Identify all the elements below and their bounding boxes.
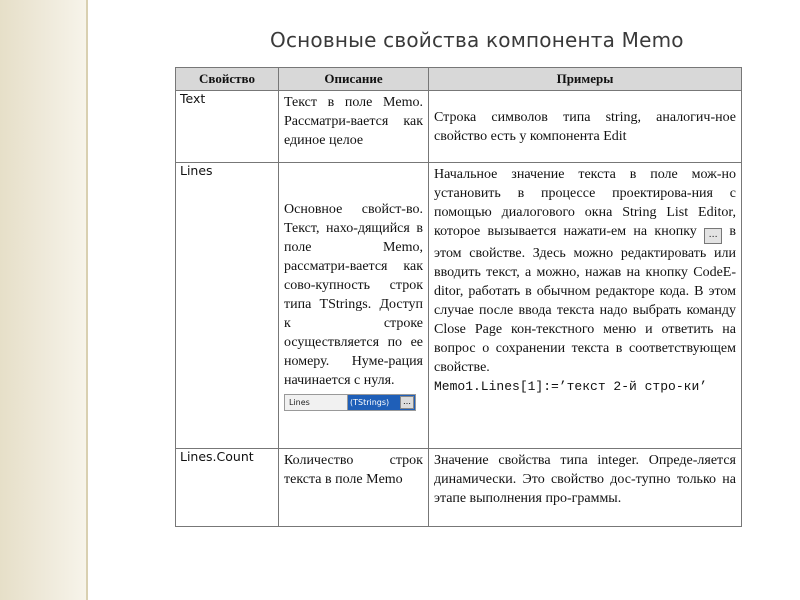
property-name: Text [176, 91, 279, 163]
inspector-property-value [348, 395, 415, 410]
inspector-property-name: Lines [285, 395, 348, 410]
table-row [176, 449, 742, 527]
ellipsis-button-icon: … [400, 396, 414, 409]
property-examples [429, 163, 742, 449]
header-description: Описание [279, 68, 429, 91]
property-examples: Значение свойства типа integer. Опреде-ляется динамически. Это свойство дос-тупно только на этапе выполнения про-граммы. [429, 449, 742, 527]
examples-text-part1: Начальное значение текста в поле мож-но установить в процессе проектирова-ния с помощью диалогового окна String List Editor, которое вызывается нажати-ем на кнопку [434, 167, 736, 239]
inspector-value-text: (TStrings) [350, 398, 390, 407]
header-examples: Примеры [429, 68, 742, 91]
table-header-row [176, 68, 742, 91]
property-name: Lines.Count [176, 449, 279, 527]
ellipsis-button-icon: … [704, 228, 722, 244]
header-property: Свойство [176, 68, 279, 91]
examples-text-part2: в этом свойстве. Здесь можно редактировать или вводить текст, а можно, нажав на кнопку CodeE-ditor, работать в обычном редакторе кода. В этом случае после ввода текста надо выбрать команду Close Page кон-текстного меню и ответить на вопрос о сохранении текста в соответствующем свойстве. [434, 224, 737, 375]
decorative-side-band [0, 0, 86, 600]
description-text: Основное свойст-во. Текст, нахо-дящийся в поле Memo, рассматри-вается как сово-купность строк типа TStrings. Доступ к строке осуществляется по ее номеру. Нуме-рация начинается с нуля. [284, 202, 423, 388]
object-inspector-snippet [284, 394, 416, 411]
property-description: Текст в поле Memo. Рассматри-вается как единое целое [279, 91, 429, 163]
page-title: Основные свойства компонента Memo [270, 28, 684, 52]
property-name: Lines [176, 163, 279, 449]
property-description: Количество строк текста в поле Memo [279, 449, 429, 527]
table-row [176, 163, 742, 449]
decorative-divider [86, 0, 88, 600]
property-description [279, 163, 429, 449]
code-example: Memo1.Lines[1]:=’текст 2-й стро-ки’ [434, 379, 708, 394]
table-row [176, 91, 742, 163]
property-examples: Строка символов типа string, аналогич-ное свойство есть у компонента Edit [429, 91, 742, 163]
properties-table [175, 67, 742, 527]
